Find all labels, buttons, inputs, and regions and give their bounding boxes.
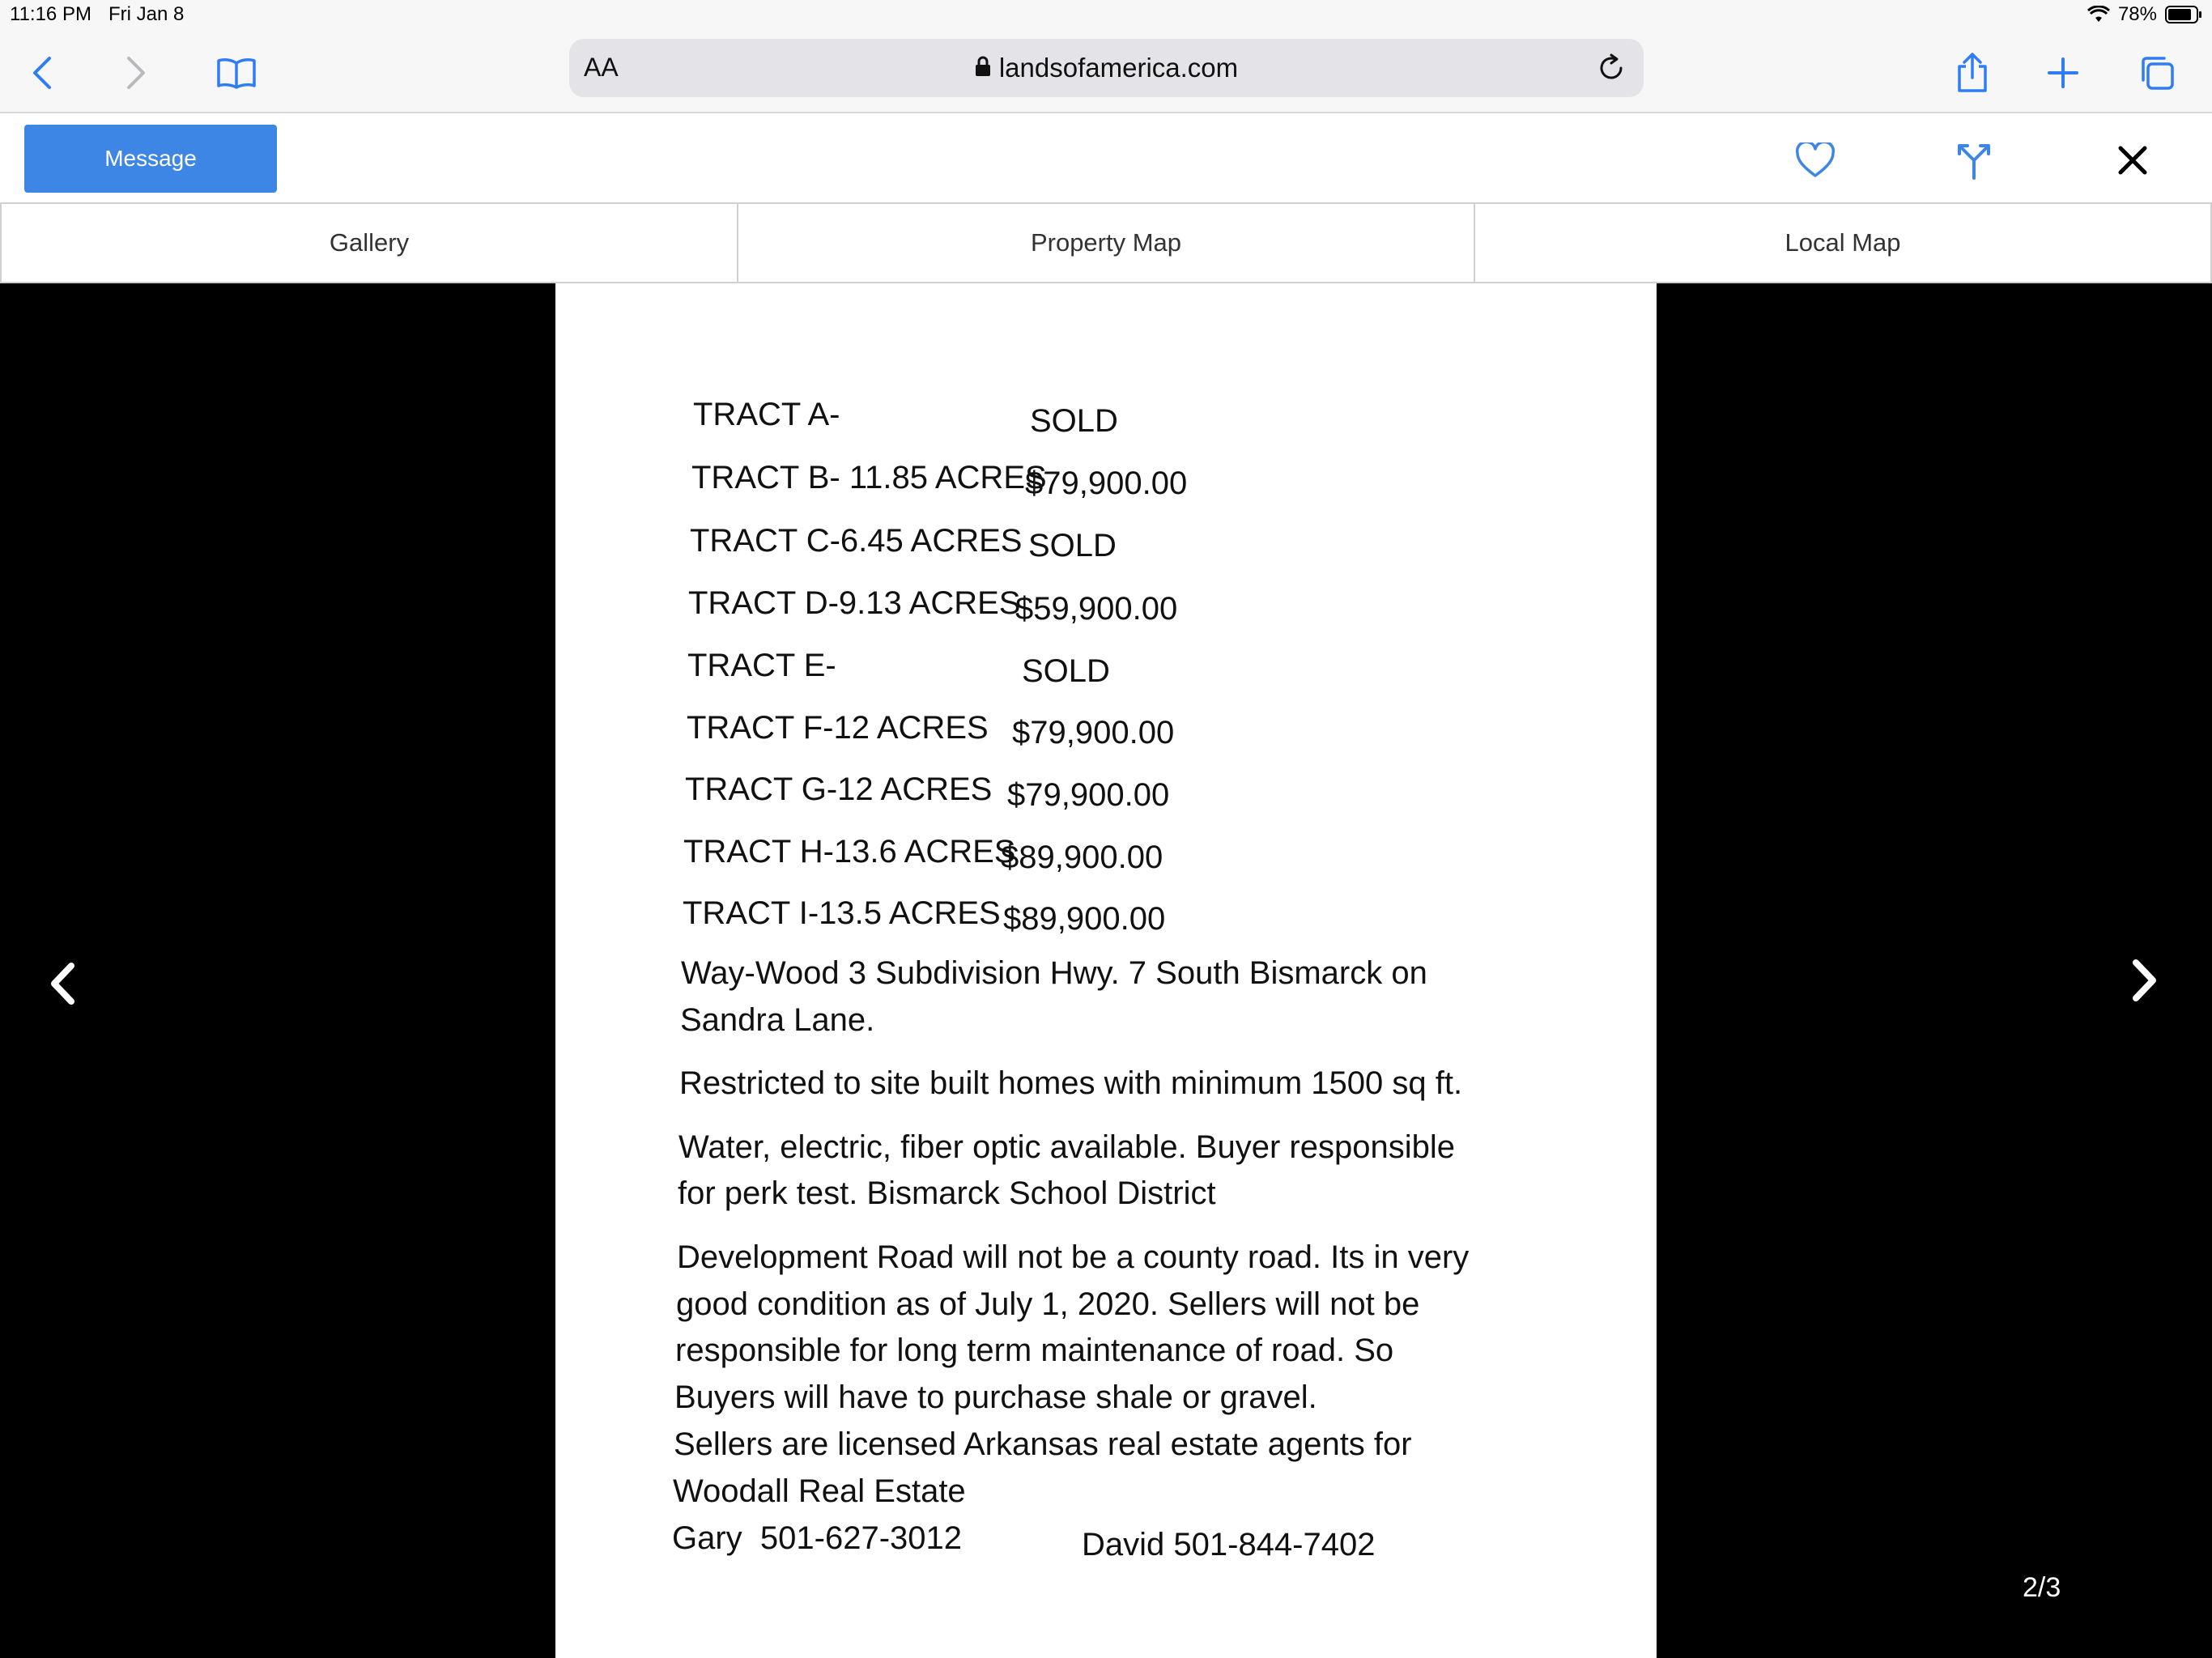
road-notice-line: good condition as of July 1, 2020. Sellers will not be bbox=[676, 1286, 1420, 1322]
contact-gary: Gary 501-627-3012 bbox=[672, 1520, 963, 1556]
bookmarks-icon[interactable] bbox=[214, 50, 259, 96]
tract-price: SOLD bbox=[1022, 653, 1110, 689]
tract-name: TRACT G-12 ACRES bbox=[685, 772, 993, 807]
favorite-heart-icon[interactable] bbox=[1791, 136, 1840, 185]
new-tab-icon[interactable] bbox=[2040, 50, 2086, 96]
status-date: Fri Jan 8 bbox=[108, 3, 185, 25]
tract-name: TRACT E- bbox=[687, 648, 836, 683]
reload-icon[interactable] bbox=[1589, 45, 1634, 91]
tab-gallery[interactable]: Gallery bbox=[0, 204, 737, 282]
back-icon[interactable] bbox=[19, 50, 65, 96]
previous-image-icon[interactable] bbox=[34, 947, 91, 1020]
tab-local-map[interactable]: Local Map bbox=[1474, 204, 2212, 282]
wifi-icon bbox=[2087, 6, 2110, 23]
agents-line: Woodall Real Estate bbox=[673, 1473, 966, 1509]
tract-price: $59,900.00 bbox=[1015, 591, 1178, 627]
share-icon[interactable] bbox=[1950, 50, 1995, 96]
share-listing-icon[interactable] bbox=[1950, 136, 1998, 185]
tract-price: $79,900.00 bbox=[1012, 715, 1175, 750]
tract-price: $89,900.00 bbox=[1001, 840, 1163, 875]
tract-name: TRACT A- bbox=[693, 397, 840, 432]
url-display[interactable] bbox=[569, 39, 1644, 97]
address-bar[interactable] bbox=[569, 39, 1644, 97]
tract-price: $89,900.00 bbox=[1003, 901, 1166, 937]
image-counter: 2/3 bbox=[2023, 1572, 2061, 1603]
tab-property-map[interactable]: Property Map bbox=[737, 204, 1474, 282]
tract-name: TRACT H-13.6 ACRES bbox=[683, 834, 1016, 869]
location-line: Sandra Lane. bbox=[680, 1002, 875, 1038]
status-indicators bbox=[2087, 3, 2202, 26]
restriction-text: Restricted to site built homes with minimum 1500 sq ft. bbox=[679, 1065, 1463, 1101]
road-notice-line: Buyers will have to purchase shale or gravel. bbox=[674, 1380, 1317, 1415]
listing-action-bar bbox=[0, 115, 2212, 202]
road-notice-line: responsible for long term maintenance of road. So bbox=[675, 1333, 1394, 1368]
status-time: 11:16 PM bbox=[10, 3, 91, 25]
next-image-icon[interactable] bbox=[2116, 944, 2173, 1017]
battery-icon bbox=[2165, 6, 2202, 23]
url-text: landsofamerica.com bbox=[998, 53, 1239, 83]
location-line: Way-Wood 3 Subdivision Hwy. 7 South Bismarck on bbox=[681, 955, 1427, 991]
browser-toolbar bbox=[0, 32, 2212, 113]
tract-name: TRACT C-6.45 ACRES bbox=[690, 523, 1023, 559]
utilities-line: for perk test. Bismarck School District bbox=[678, 1175, 1216, 1211]
utilities-line: Water, electric, fiber optic available. Buyer responsible bbox=[678, 1129, 1455, 1165]
listing-document-image bbox=[555, 283, 1657, 1658]
photo-gallery bbox=[0, 283, 2212, 1658]
tract-price: SOLD bbox=[1030, 403, 1118, 439]
tract-name: TRACT I-13.5 ACRES bbox=[683, 895, 1001, 931]
status-bar bbox=[0, 0, 2212, 32]
tract-name: TRACT B- 11.85 ACRES bbox=[691, 460, 1047, 495]
text-size-label: AA bbox=[584, 53, 619, 82]
contact-david: David 501-844-7402 bbox=[1082, 1527, 1376, 1562]
tract-price: $79,900.00 bbox=[1025, 466, 1188, 501]
media-tabs bbox=[0, 202, 2212, 283]
road-notice-line: Development Road will not be a county road. Its in very bbox=[677, 1239, 1470, 1275]
agents-line: Sellers are licensed Arkansas real estate agents for bbox=[674, 1426, 1412, 1462]
close-icon[interactable] bbox=[2108, 136, 2157, 185]
tract-price: $79,900.00 bbox=[1007, 777, 1170, 813]
tract-name: TRACT D-9.13 ACRES bbox=[688, 585, 1021, 621]
tabs-overview-icon[interactable] bbox=[2134, 50, 2180, 96]
battery-percent: 78% bbox=[2117, 3, 2157, 25]
message-button[interactable]: Message bbox=[24, 125, 277, 193]
lock-icon bbox=[975, 53, 991, 83]
forward-icon[interactable] bbox=[113, 50, 159, 96]
tract-price: SOLD bbox=[1028, 528, 1117, 563]
tract-name: TRACT F-12 ACRES bbox=[687, 710, 989, 746]
